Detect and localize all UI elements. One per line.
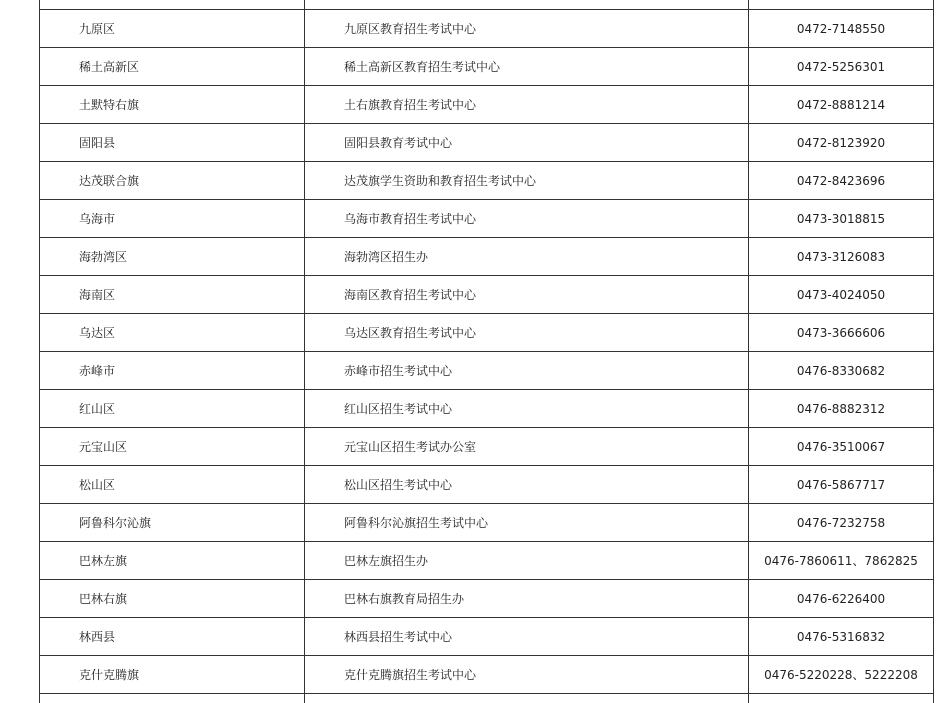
organization-cell: 红山区招生考试中心 xyxy=(305,390,749,428)
table-row xyxy=(40,238,934,276)
table-row xyxy=(40,48,934,86)
organization-cell xyxy=(305,694,749,703)
organization-cell: 海南区教育招生考试中心 xyxy=(305,276,749,314)
table-row xyxy=(40,10,934,48)
phone-cell: 0476-3510067 xyxy=(749,428,934,466)
table-row xyxy=(40,466,934,504)
table-row xyxy=(40,580,934,618)
region-cell: 林西县 xyxy=(40,618,305,656)
phone-cell: 0476-8330682 xyxy=(749,352,934,390)
phone-cell: 0472-5256301 xyxy=(749,48,934,86)
organization-cell: 土右旗教育招生考试中心 xyxy=(305,86,749,124)
table-row xyxy=(40,542,934,580)
table-row xyxy=(40,618,934,656)
organization-cell: 乌海市教育招生考试中心 xyxy=(305,200,749,238)
region-cell: 乌达区 xyxy=(40,314,305,352)
contact-table xyxy=(39,0,934,703)
phone-cell xyxy=(749,694,934,703)
region-cell: 红山区 xyxy=(40,390,305,428)
phone-cell: 0476-5867717 xyxy=(749,466,934,504)
region-cell: 阿鲁科尔沁旗 xyxy=(40,504,305,542)
region-cell: 海南区 xyxy=(40,276,305,314)
region-cell: 赤峰市 xyxy=(40,352,305,390)
region-cell: 巴林左旗 xyxy=(40,542,305,580)
region-cell xyxy=(40,0,305,10)
organization-cell: 稀土高新区教育招生考试中心 xyxy=(305,48,749,86)
phone-cell: 0473-3126083 xyxy=(749,238,934,276)
phone-cell: 0473-3018815 xyxy=(749,200,934,238)
organization-cell: 海勃湾区招生办 xyxy=(305,238,749,276)
organization-cell: 元宝山区招生考试办公室 xyxy=(305,428,749,466)
organization-cell: 林西县招生考试中心 xyxy=(305,618,749,656)
organization-cell: 乌达区教育招生考试中心 xyxy=(305,314,749,352)
region-cell: 固阳县 xyxy=(40,124,305,162)
table-row xyxy=(40,694,934,703)
phone-cell: 0476-5316832 xyxy=(749,618,934,656)
region-cell: 达茂联合旗 xyxy=(40,162,305,200)
table-row xyxy=(40,162,934,200)
organization-cell: 达茂旗学生资助和教育招生考试中心 xyxy=(305,162,749,200)
table-row xyxy=(40,276,934,314)
contact-table-body xyxy=(40,0,934,703)
phone-cell: 0472-8123920 xyxy=(749,124,934,162)
region-cell: 土默特右旗 xyxy=(40,86,305,124)
region-cell: 巴林右旗 xyxy=(40,580,305,618)
region-cell: 海勃湾区 xyxy=(40,238,305,276)
phone-cell: 0472-8423696 xyxy=(749,162,934,200)
organization-cell: 赤峰市招生考试中心 xyxy=(305,352,749,390)
table-row xyxy=(40,428,934,466)
table-row xyxy=(40,504,934,542)
region-cell: 乌海市 xyxy=(40,200,305,238)
table-row xyxy=(40,200,934,238)
organization-cell: 克什克腾旗招生考试中心 xyxy=(305,656,749,694)
region-cell: 稀土高新区 xyxy=(40,48,305,86)
region-cell: 松山区 xyxy=(40,466,305,504)
phone-cell: 0476-5220228、5222208 xyxy=(749,656,934,694)
table-row xyxy=(40,656,934,694)
phone-cell: 0473-4024050 xyxy=(749,276,934,314)
organization-cell: 九原区教育招生考试中心 xyxy=(305,10,749,48)
phone-cell xyxy=(749,0,934,10)
phone-cell: 0473-3666606 xyxy=(749,314,934,352)
table-row xyxy=(40,390,934,428)
table-row xyxy=(40,314,934,352)
region-cell: 九原区 xyxy=(40,10,305,48)
organization-cell: 阿鲁科尔沁旗招生考试中心 xyxy=(305,504,749,542)
table-row xyxy=(40,352,934,390)
phone-cell: 0476-6226400 xyxy=(749,580,934,618)
organization-cell: 巴林右旗教育局招生办 xyxy=(305,580,749,618)
organization-cell: 固阳县教育考试中心 xyxy=(305,124,749,162)
region-cell: 克什克腾旗 xyxy=(40,656,305,694)
phone-cell: 0476-7860611、7862825 xyxy=(749,542,934,580)
table-row xyxy=(40,86,934,124)
organization-cell xyxy=(305,0,749,10)
region-cell: 元宝山区 xyxy=(40,428,305,466)
phone-cell: 0476-8882312 xyxy=(749,390,934,428)
phone-cell: 0472-7148550 xyxy=(749,10,934,48)
region-cell xyxy=(40,694,305,703)
table-row xyxy=(40,124,934,162)
organization-cell: 巴林左旗招生办 xyxy=(305,542,749,580)
organization-cell: 松山区招生考试中心 xyxy=(305,466,749,504)
table-row xyxy=(40,0,934,10)
phone-cell: 0476-7232758 xyxy=(749,504,934,542)
phone-cell: 0472-8881214 xyxy=(749,86,934,124)
